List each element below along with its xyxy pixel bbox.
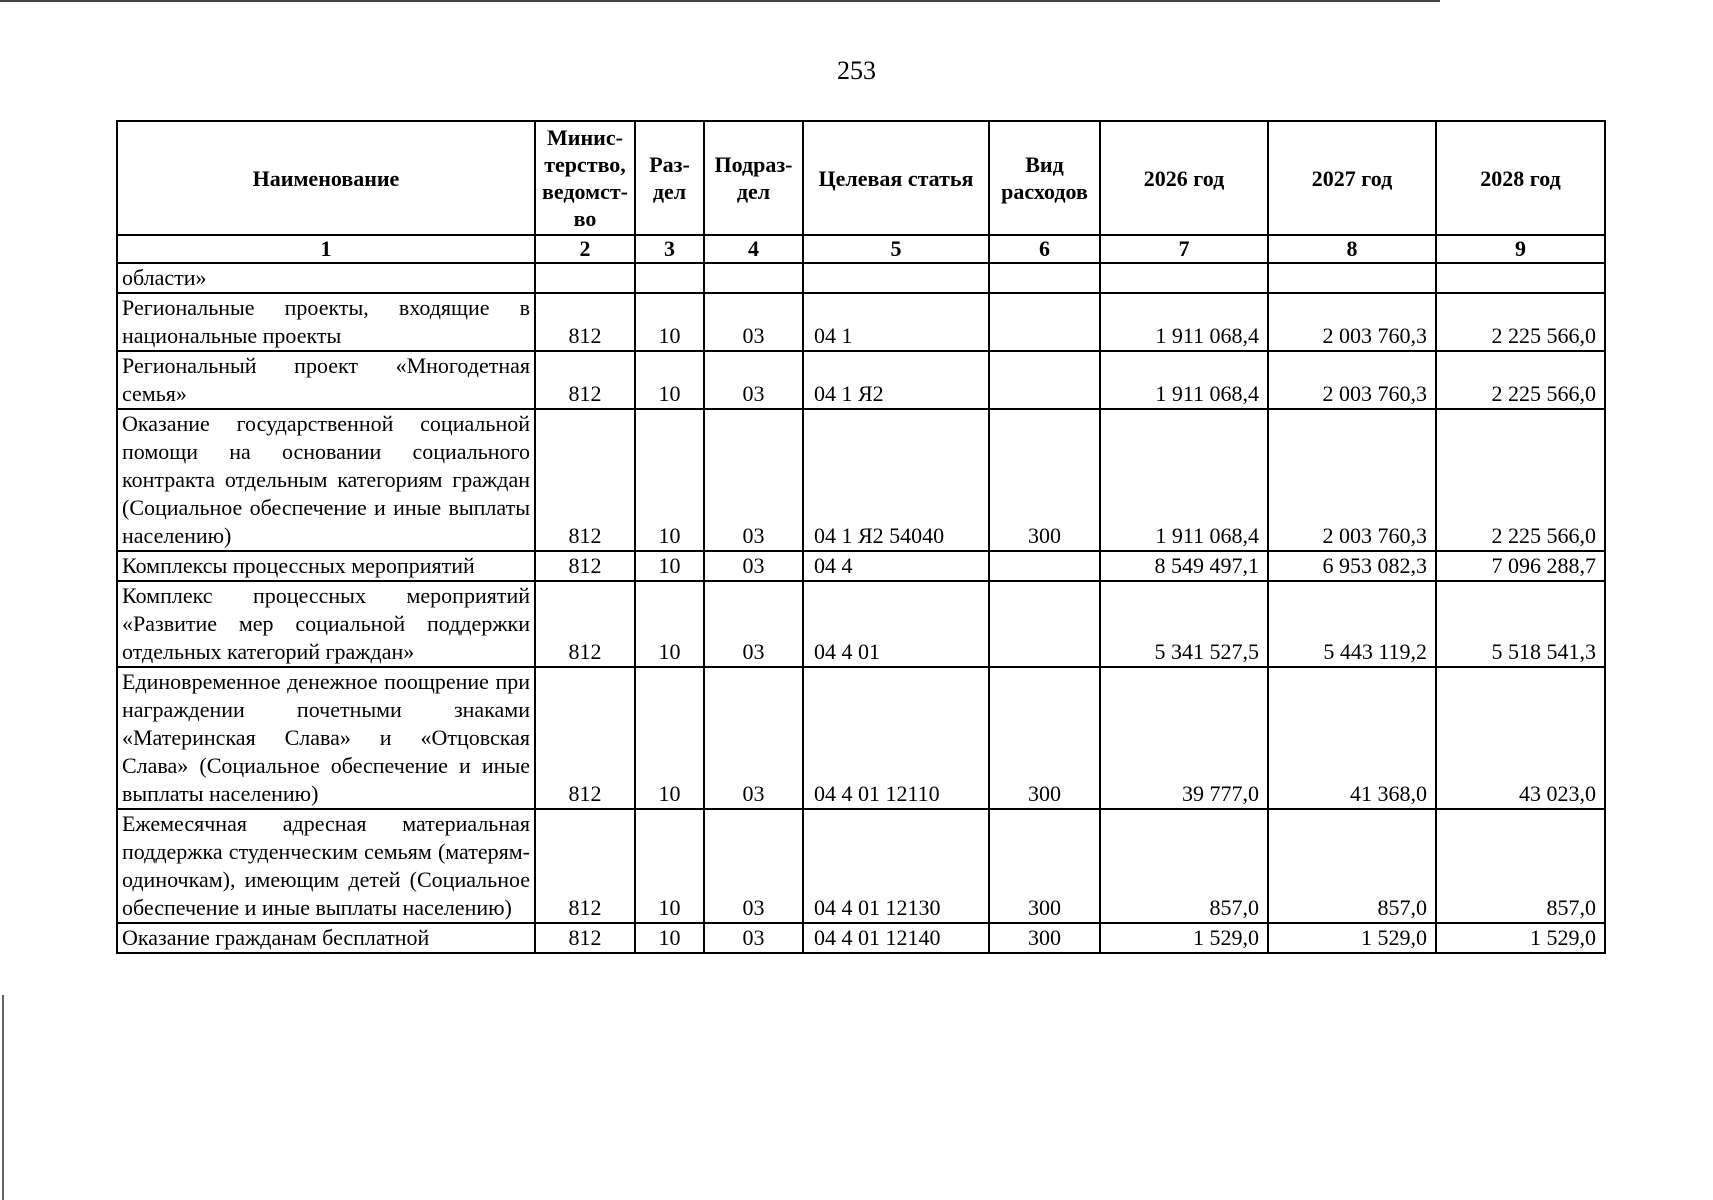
cell-amount-2028: 2 225 566,0 [1436,351,1605,409]
cell-amount-2028: 7 096 288,7 [1436,551,1605,581]
column-number: 7 [1100,235,1268,263]
cell-target-article [803,263,989,293]
table-row [117,351,1605,409]
cell-subsection: 03 [704,551,803,581]
cell-amount-2028 [1436,263,1605,293]
table-row [117,551,1605,581]
cell-name: области» [117,263,535,293]
cell-subsection: 03 [704,667,803,809]
cell-amount-2026 [1100,263,1268,293]
budget-table [116,120,1606,954]
cell-amount-2028: 2 225 566,0 [1436,293,1605,351]
table-row [117,581,1605,667]
column-number: 1 [117,235,535,263]
cell-ministry: 812 [535,923,635,953]
cell-expense-type [989,263,1100,293]
table-row [117,923,1605,953]
cell-target-article: 04 1 Я2 54040 [803,409,989,551]
cell-amount-2028: 2 225 566,0 [1436,409,1605,551]
cell-expense-type: 300 [989,923,1100,953]
cell-expense-type [989,551,1100,581]
cell-name: Региональный проект «Многодетная семья» [117,351,535,409]
cell-target-article: 04 4 01 12140 [803,923,989,953]
cell-subsection: 03 [704,409,803,551]
column-number: 6 [989,235,1100,263]
cell-expense-type [989,581,1100,667]
cell-expense-type: 300 [989,667,1100,809]
cell-amount-2027: 2 003 760,3 [1268,293,1436,351]
cell-amount-2026: 1 529,0 [1100,923,1268,953]
cell-amount-2028: 857,0 [1436,809,1605,923]
cell-expense-type: 300 [989,809,1100,923]
cell-subsection: 03 [704,581,803,667]
cell-section: 10 [635,351,704,409]
cell-target-article: 04 4 01 12130 [803,809,989,923]
cell-amount-2027: 857,0 [1268,809,1436,923]
cell-subsection: 03 [704,923,803,953]
cell-ministry: 812 [535,809,635,923]
column-number-row [117,235,1605,263]
column-number: 5 [803,235,989,263]
cell-subsection: 03 [704,351,803,409]
cell-section: 10 [635,409,704,551]
cell-ministry: 812 [535,667,635,809]
cell-target-article: 04 1 [803,293,989,351]
cell-amount-2026: 39 777,0 [1100,667,1268,809]
cell-expense-type [989,293,1100,351]
cell-expense-type: 300 [989,409,1100,551]
cell-amount-2028: 1 529,0 [1436,923,1605,953]
cell-amount-2026: 1 911 068,4 [1100,293,1268,351]
column-number: 8 [1268,235,1436,263]
header-year-2028: 2028 год [1436,121,1605,235]
cell-ministry [535,263,635,293]
header-section: Раз-дел [635,121,704,235]
header-ministry: Минис-терство, ведомст-во [535,121,635,235]
cell-section [635,263,704,293]
cell-ministry: 812 [535,293,635,351]
cell-amount-2027: 2 003 760,3 [1268,351,1436,409]
cell-amount-2027: 5 443 119,2 [1268,581,1436,667]
cell-ministry: 812 [535,351,635,409]
column-number: 3 [635,235,704,263]
table-row [117,409,1605,551]
cell-ministry: 812 [535,581,635,667]
cell-amount-2026: 8 549 497,1 [1100,551,1268,581]
column-number: 2 [535,235,635,263]
header-year-2027: 2027 год [1268,121,1436,235]
cell-name: Ежемесячная адресная материальная поддержка студенческим семьям (матерям-одиночкам), имеющим детей (Социальное обеспечение и иные выплаты населению) [117,809,535,923]
cell-name: Региональные проекты, входящие в национальные проекты [117,293,535,351]
cell-amount-2027 [1268,263,1436,293]
table-row [117,293,1605,351]
header-expense-type: Вид расходов [989,121,1100,235]
cell-amount-2027: 6 953 082,3 [1268,551,1436,581]
cell-amount-2028: 43 023,0 [1436,667,1605,809]
cell-section: 10 [635,923,704,953]
header-year-2026: 2026 год [1100,121,1268,235]
cell-target-article: 04 4 01 12110 [803,667,989,809]
cell-expense-type [989,351,1100,409]
column-number: 4 [704,235,803,263]
top-border-line [0,0,1440,2]
cell-name: Оказание гражданам бесплатной [117,923,535,953]
scan-edge-mark [2,995,4,1200]
cell-amount-2026: 5 341 527,5 [1100,581,1268,667]
header-name: Наименование [117,121,535,235]
cell-amount-2026: 857,0 [1100,809,1268,923]
cell-amount-2027: 2 003 760,3 [1268,409,1436,551]
cell-subsection: 03 [704,293,803,351]
cell-amount-2026: 1 911 068,4 [1100,351,1268,409]
cell-subsection: 03 [704,809,803,923]
cell-section: 10 [635,809,704,923]
cell-target-article: 04 1 Я2 [803,351,989,409]
table-row [117,667,1605,809]
table-row [117,809,1605,923]
header-target-article: Целевая статья [803,121,989,235]
cell-ministry: 812 [535,551,635,581]
cell-target-article: 04 4 01 [803,581,989,667]
cell-name: Оказание государственной социальной помощи на основании социального контракта отдельным категориям граждан (Социальное обеспечение и иные выплаты населению) [117,409,535,551]
cell-section: 10 [635,551,704,581]
page-number: 253 [837,56,876,85]
column-number: 9 [1436,235,1605,263]
cell-name: Комплекс процессных мероприятий «Развитие мер социальной поддержки отдельных категорий граждан» [117,581,535,667]
table-row [117,263,1605,293]
cell-target-article: 04 4 [803,551,989,581]
header-row [117,121,1605,235]
cell-subsection [704,263,803,293]
header-subsection: Подраз-дел [704,121,803,235]
cell-amount-2026: 1 911 068,4 [1100,409,1268,551]
cell-section: 10 [635,667,704,809]
cell-name: Единовременное денежное поощрение при награждении почетными знаками «Материнская Слава» и «Отцовская Слава» (Социальное обеспечение и иные выплаты населению) [117,667,535,809]
cell-amount-2027: 41 368,0 [1268,667,1436,809]
cell-section: 10 [635,581,704,667]
cell-amount-2028: 5 518 541,3 [1436,581,1605,667]
cell-ministry: 812 [535,409,635,551]
cell-amount-2027: 1 529,0 [1268,923,1436,953]
cell-name: Комплексы процессных мероприятий [117,551,535,581]
cell-section: 10 [635,293,704,351]
